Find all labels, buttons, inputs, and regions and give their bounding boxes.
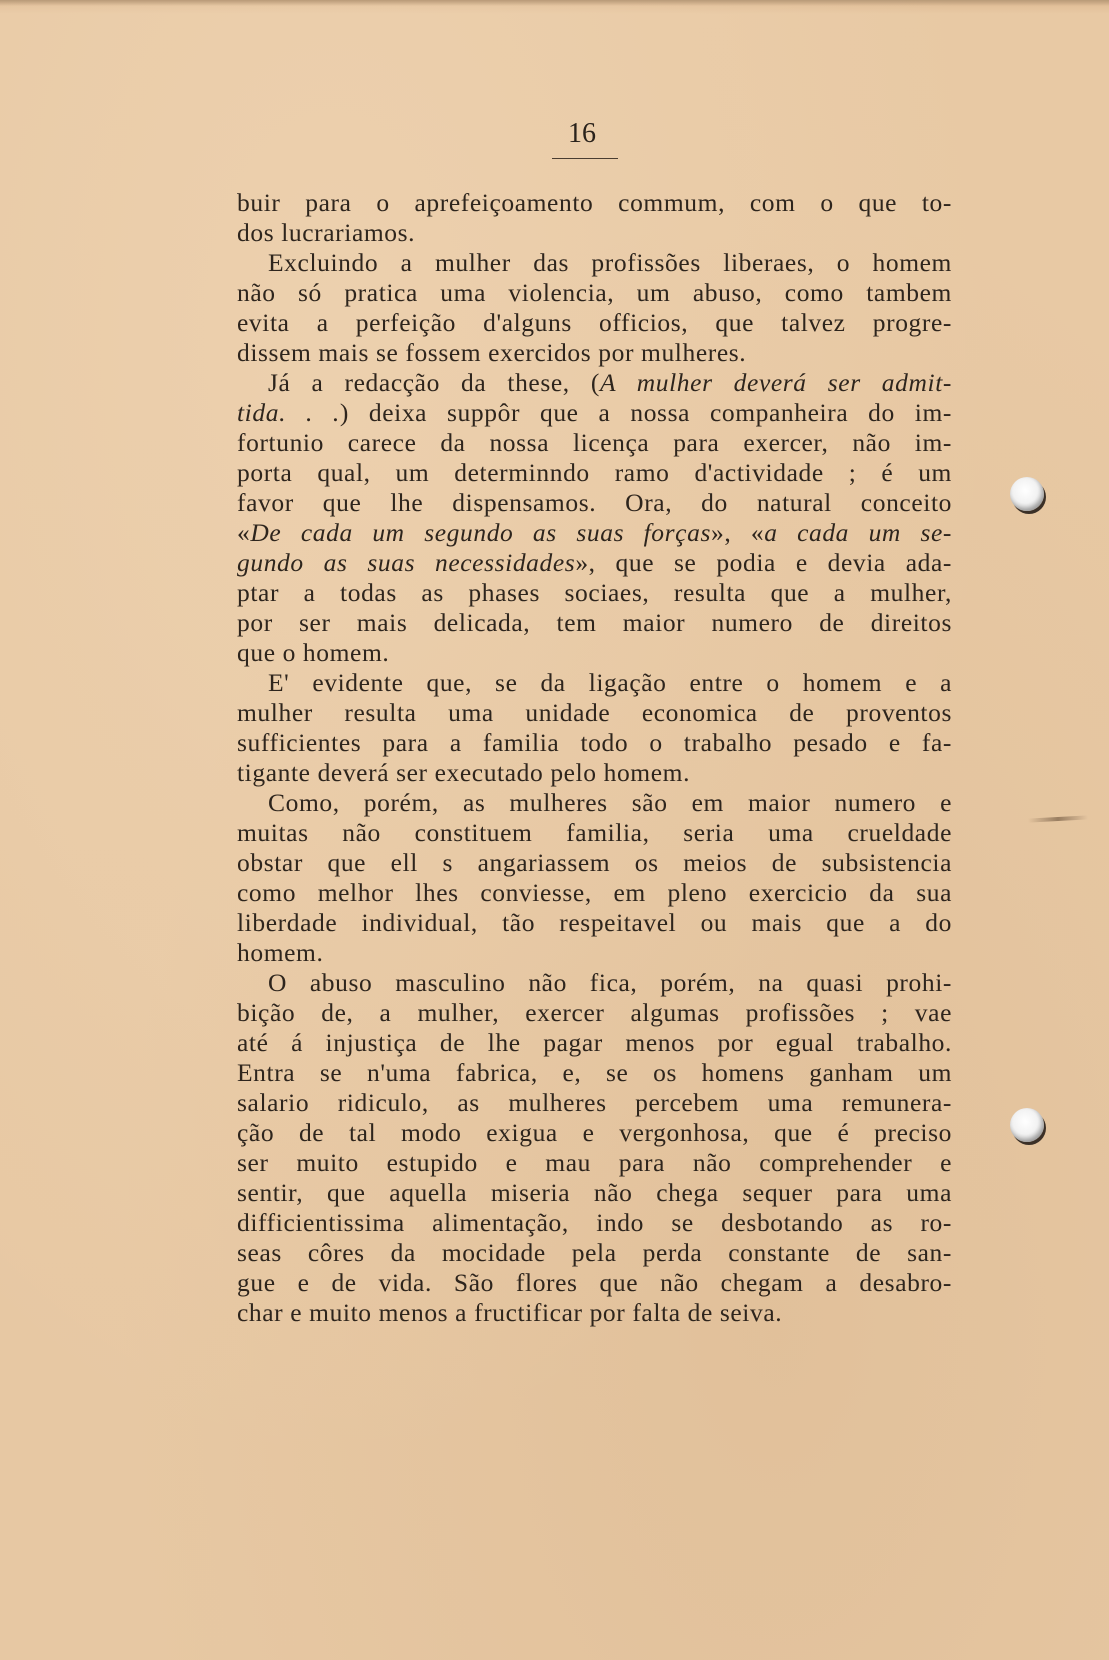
text-segment: mulher resulta uma unidade economica de proventos xyxy=(237,698,952,727)
text-line xyxy=(237,308,952,338)
text-line xyxy=(237,1298,952,1328)
paper-tear-mark xyxy=(1028,815,1088,822)
text-segment: favor que lhe dispensamos. Ora, do natural conceito xyxy=(237,488,952,517)
text-segment: dissem mais se fossem exercidos por mulheres. xyxy=(237,338,747,367)
text-line xyxy=(237,998,952,1028)
text-line xyxy=(237,908,952,938)
text-segment: seas côres da mocidade pela perda constante de san- xyxy=(237,1238,952,1267)
text-segment: », « xyxy=(710,518,765,547)
italic-text: A mulher deverá ser admit- xyxy=(599,368,952,397)
text-line xyxy=(237,1148,952,1178)
text-segment: buir para o aprefeiçoamento commum, com o que to- xyxy=(237,188,952,217)
italic-text: a cada um se- xyxy=(764,518,952,547)
text-segment: difficientissima alimentação, indo se desbotando as ro- xyxy=(237,1208,952,1237)
italic-text: gundo as suas necessidades xyxy=(237,548,576,577)
text-segment: ção de tal modo exigua e vergonhosa, que é preciso xyxy=(237,1118,952,1147)
text-line xyxy=(237,1088,952,1118)
text-line xyxy=(237,248,952,278)
text-segment: fortunio carece da nossa licença para exercer, não im- xyxy=(237,428,952,457)
text-segment: até á injustiça de lhe pagar menos por egual trabalho. xyxy=(237,1028,952,1057)
text-line xyxy=(237,848,952,878)
text-segment: » xyxy=(575,548,589,577)
text-segment: salario ridiculo, as mulheres percebem uma remunera- xyxy=(237,1088,952,1117)
text-line xyxy=(237,1058,952,1088)
text-segment: Excluindo a mulher das profissões liberaes, o homem xyxy=(268,248,952,277)
text-line xyxy=(237,338,952,368)
text-segment: sentir, que aquella miseria não chega sequer para uma xyxy=(237,1178,952,1207)
italic-text: De cada um segundo as suas forças xyxy=(250,518,711,547)
page-top-edge xyxy=(0,0,1109,6)
text-line xyxy=(237,1268,952,1298)
text-segment: Já a redacção da these, ( xyxy=(268,368,600,397)
text-segment: dos lucrariamos. xyxy=(237,218,416,247)
text-line xyxy=(237,428,952,458)
text-segment: char e muito menos a fructificar por falta de seiva. xyxy=(237,1298,783,1327)
text-line xyxy=(237,728,952,758)
text-line xyxy=(237,968,952,998)
text-line xyxy=(237,1208,952,1238)
text-line xyxy=(237,698,952,728)
text-segment: que o homem. xyxy=(237,638,390,667)
text-segment: Entra se n'uma fabrica, e, se os homens ganham um xyxy=(237,1058,952,1087)
text-line xyxy=(237,938,952,968)
text-line xyxy=(237,188,952,218)
text-line xyxy=(237,368,952,398)
text-segment: evita a perfeição d'alguns officios, que talvez progre- xyxy=(237,308,952,337)
text-segment: O abuso masculino não fica, porém, na quasi prohi- xyxy=(268,968,952,997)
text-segment: ptar a todas as phases sociaes, resulta que a mulher, xyxy=(237,578,952,607)
text-line xyxy=(237,578,952,608)
text-line xyxy=(237,518,952,548)
text-line xyxy=(237,458,952,488)
text-line xyxy=(237,608,952,638)
text-segment: muitas não constituem familia, seria uma crueldade xyxy=(237,818,952,847)
text-segment: bição de, a mulher, exercer algumas profissões ; vae xyxy=(237,998,952,1027)
page-number-rule xyxy=(552,158,618,159)
text-line xyxy=(237,758,952,788)
text-segment: ) deixa suppôr que a nossa companheira do im- xyxy=(339,398,952,427)
text-line xyxy=(237,788,952,818)
text-segment: homem. xyxy=(237,938,324,967)
text-line xyxy=(237,1178,952,1208)
text-line xyxy=(237,668,952,698)
text-segment: E' evidente que, se da ligação entre o homem e a xyxy=(268,668,952,697)
page-number: 16 xyxy=(568,118,596,149)
italic-text: tida. . . xyxy=(237,398,340,427)
text-line xyxy=(237,1238,952,1268)
body-text xyxy=(237,188,952,1328)
text-line xyxy=(237,1118,952,1148)
text-segment: por ser mais delicada, tem maior numero de direitos xyxy=(237,608,952,637)
text-line xyxy=(237,488,952,518)
text-segment: ser muito estupido e mau para não comprehender e xyxy=(237,1148,952,1177)
text-line xyxy=(237,398,952,428)
text-segment: gue e de vida. São flores que não chegam a desabro- xyxy=(237,1268,952,1297)
text-segment: Como, porém, as mulheres são em maior numero e xyxy=(268,788,952,817)
text-segment: , que se podia e devia ada- xyxy=(588,548,952,577)
text-segment: sufficientes para a familia todo o trabalho pesado e fa- xyxy=(237,728,952,757)
text-line xyxy=(237,1028,952,1058)
text-segment: liberdade individual, tão respeitavel ou mais que a do xyxy=(237,908,952,937)
binding-hole-lower xyxy=(1010,1108,1044,1142)
text-line xyxy=(237,218,952,248)
text-segment: não só pratica uma violencia, um abuso, como tambem xyxy=(237,278,952,307)
text-segment: tigante deverá ser executado pelo homem. xyxy=(237,758,691,787)
text-line xyxy=(237,638,952,668)
text-line xyxy=(237,878,952,908)
text-segment: porta qual, um determinndo ramo d'actividade ; é um xyxy=(237,458,952,487)
text-line xyxy=(237,818,952,848)
text-segment: obstar que ell s angariassem os meios de subsistencia xyxy=(237,848,952,877)
text-line xyxy=(237,548,952,578)
text-segment: « xyxy=(237,518,251,547)
text-line xyxy=(237,278,952,308)
text-segment: como melhor lhes conviesse, em pleno exercicio da sua xyxy=(237,878,952,907)
binding-hole-upper xyxy=(1010,477,1044,511)
